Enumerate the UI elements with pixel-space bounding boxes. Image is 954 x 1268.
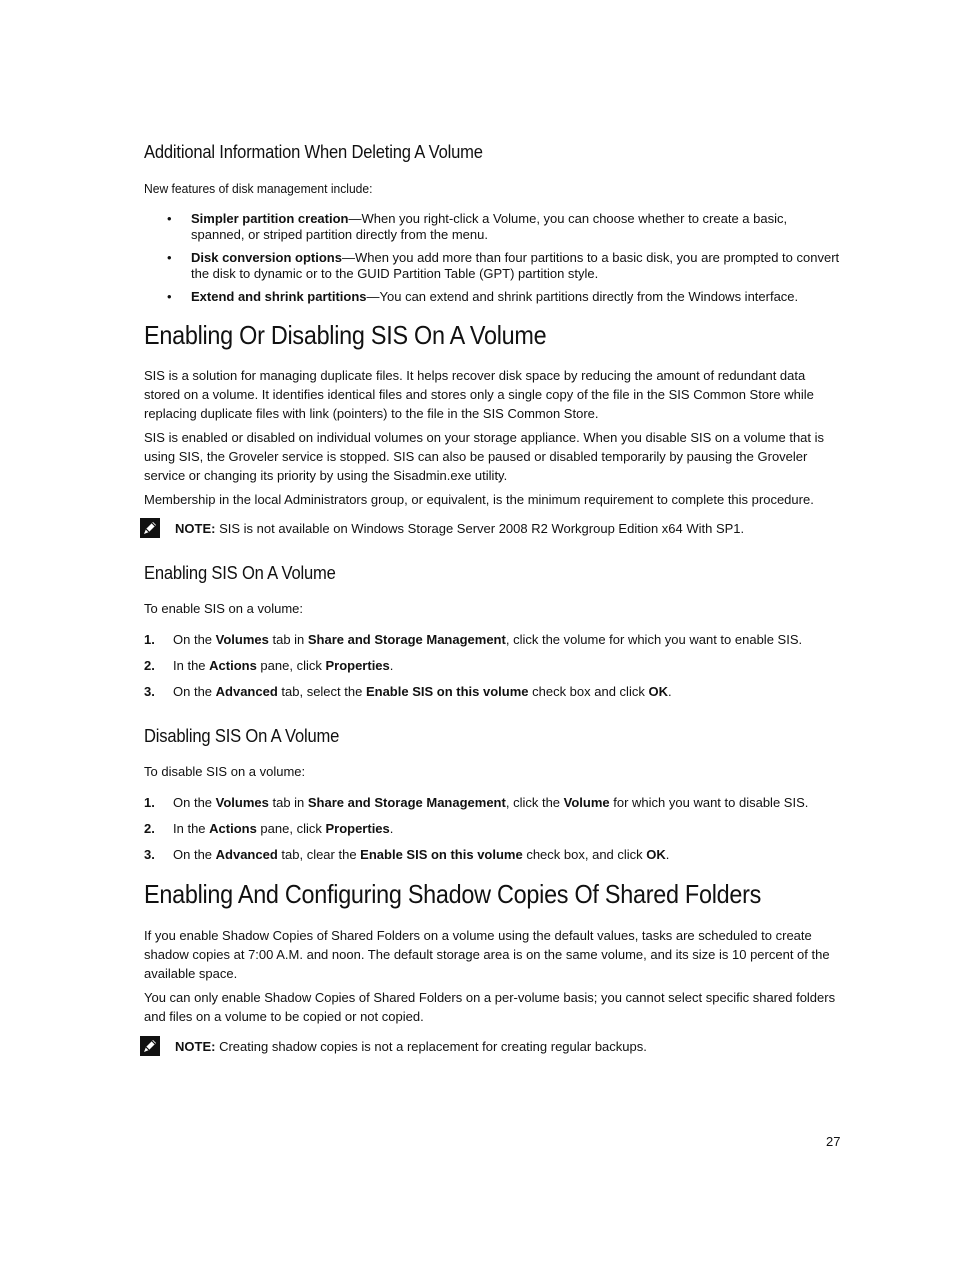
ui-term: Enable SIS on this volume	[365, 684, 529, 699]
section-heading-enable-sis: Enabling SIS On A Volume	[144, 563, 336, 583]
step-text: On the	[173, 847, 216, 862]
section-intro: To enable SIS on a volume:	[144, 601, 303, 616]
step-number: 1.	[144, 632, 155, 647]
step-item	[144, 632, 844, 648]
note-pencil-icon	[140, 518, 160, 538]
ui-term: OK	[648, 684, 668, 699]
step-text: On the	[173, 632, 216, 647]
ui-term: Volume	[563, 795, 610, 810]
bullet-glyph: •	[167, 250, 172, 265]
bullet-glyph: •	[167, 211, 172, 226]
list-item	[144, 211, 844, 243]
paragraph: You can only enable Shadow Copies of Shared Folders on a per-volume basis; you cannot select specific shared folders and files on a volume to be copied or not copied.	[144, 990, 836, 1024]
ui-term: Advanced	[215, 684, 278, 699]
step-item	[144, 847, 844, 863]
ui-term: Enable SIS on this volume	[360, 847, 523, 862]
step-item	[144, 821, 844, 837]
step-number: 2.	[144, 658, 155, 673]
section-heading-sis: Enabling Or Disabling SIS On A Volume	[144, 320, 547, 350]
list-item	[144, 289, 844, 305]
note-pencil-icon	[140, 1036, 160, 1056]
step-text: tab in	[268, 795, 308, 810]
step-text: On the	[173, 795, 216, 810]
ui-term: Share and Storage Management	[307, 795, 506, 810]
list-item-term: Simpler partition creation	[191, 211, 349, 226]
ui-term: Actions	[209, 658, 257, 673]
page-content	[144, 140, 844, 1055]
paragraph: SIS is a solution for managing duplicate files. It helps recover disk space by reducing the amount of redundant data stored on a volume. It identifies identical files and stores only a single copy of the file in the SIS Common Store while replacing duplicate files with link (pointers) to the file in the SIS Common Store.	[144, 368, 814, 421]
section-intro: To disable SIS on a volume:	[144, 764, 306, 779]
step-text: In the	[173, 658, 210, 673]
step-item	[144, 795, 844, 811]
ui-term: Properties	[325, 658, 390, 673]
step-text: .	[389, 821, 394, 836]
section-heading-deleting-volume: Additional Information When Deleting A Volume	[144, 142, 483, 162]
section-intro: New features of disk management include:	[144, 181, 373, 196]
step-item	[144, 658, 844, 674]
note-label: NOTE:	[175, 521, 216, 536]
ui-term: Advanced	[215, 847, 278, 862]
ui-term: Volumes	[215, 795, 269, 810]
step-number: 3.	[144, 684, 155, 699]
disable-steps	[144, 795, 844, 863]
feature-list	[144, 211, 844, 305]
note-text: Creating shadow copies is not a replacement for creating regular backups.	[215, 1039, 647, 1054]
ui-term: OK	[646, 847, 666, 862]
section-heading-shadow-copies: Enabling And Configuring Shadow Copies Of Shared Folders	[144, 879, 762, 909]
step-text: , click the	[505, 795, 564, 810]
note-text: SIS is not available on Windows Storage Server 2008 R2 Workgroup Edition x64 With SP1.	[215, 521, 745, 536]
page-number: 27	[826, 1134, 841, 1149]
paragraph: SIS is enabled or disabled on individual volumes on your storage appliance. When you disable SIS on a volume that is using SIS, the Groveler service is stopped. SIS can also be paused or disabled temporarily by pausing the Groveler service or changing its priority by using the Sisadmin.exe utility.	[144, 430, 825, 483]
list-item-term: Disk conversion options	[191, 250, 342, 265]
list-item-text: —You can extend and shrink partitions directly from the Windows interface.	[366, 289, 799, 304]
ui-term: Actions	[209, 821, 257, 836]
step-text: pane, click	[256, 658, 326, 673]
step-text: , click the volume for which you want to enable SIS.	[505, 632, 803, 647]
step-item	[144, 684, 844, 700]
list-item-term: Extend and shrink partitions	[191, 289, 367, 304]
note-label: NOTE:	[175, 1039, 216, 1054]
paragraph: Membership in the local Administrators group, or equivalent, is the minimum requirement to complete this procedure.	[144, 492, 814, 507]
step-text: pane, click	[256, 821, 326, 836]
step-text: In the	[173, 821, 210, 836]
step-text: On the	[173, 684, 216, 699]
step-number: 2.	[144, 821, 155, 836]
step-number: 1.	[144, 795, 155, 810]
section-heading-disable-sis: Disabling SIS On A Volume	[144, 726, 340, 746]
step-text: tab, select the	[277, 684, 366, 699]
list-item-text: —When you right-click a Volume, you can choose whether to create a basic, spanned, or striped partition directly from the menu.	[191, 211, 788, 242]
bullet-glyph: •	[167, 289, 172, 304]
ui-term: Share and Storage Management	[307, 632, 506, 647]
step-number: 3.	[144, 847, 155, 862]
note-block	[144, 1039, 844, 1055]
step-text: check box, and click	[522, 847, 647, 862]
enable-steps	[144, 632, 844, 700]
list-item	[144, 250, 844, 282]
paragraph: If you enable Shadow Copies of Shared Folders on a volume using the default values, tasks are scheduled to create shadow copies at 7:00 A.M. and noon. The default storage area is on the same volume, and its size is 10 percent of the available space.	[144, 928, 830, 981]
list-item-text: —When you add more than four partitions to a basic disk, you are prompted to convert the disk to dynamic or to the GUID Partition Table (GPT) partition style.	[191, 250, 840, 281]
ui-term: Volumes	[215, 632, 269, 647]
note-block	[144, 521, 844, 537]
step-text: .	[389, 658, 394, 673]
step-text: check box and click	[528, 684, 649, 699]
step-text: for which you want to disable SIS.	[609, 795, 809, 810]
step-text: .	[667, 684, 672, 699]
step-text: tab in	[268, 632, 308, 647]
step-text: .	[665, 847, 670, 862]
ui-term: Properties	[325, 821, 390, 836]
step-text: tab, clear the	[277, 847, 361, 862]
